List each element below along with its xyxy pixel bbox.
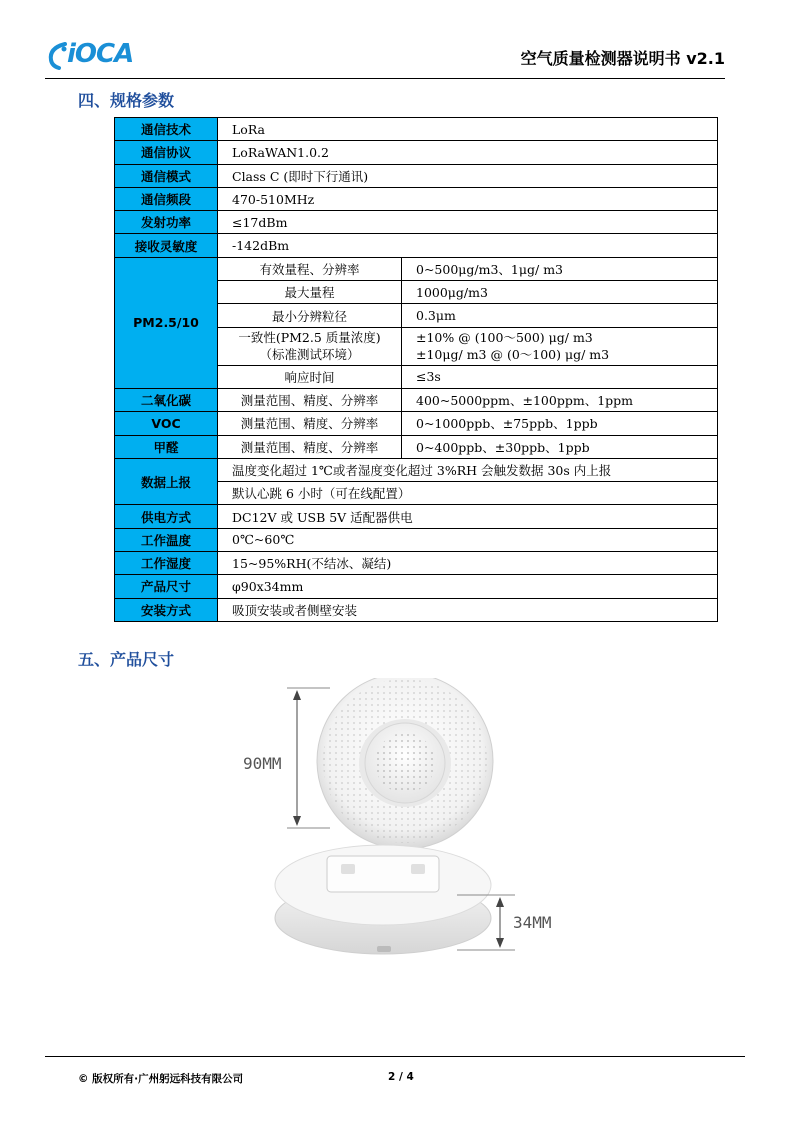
sub-label: 最小分辨粒径 (218, 304, 402, 327)
row-value (402, 327, 718, 365)
table-row (115, 118, 718, 141)
sub-label: 最大量程 (218, 281, 402, 304)
consistency-label-line-2: （标准测试环境） (259, 347, 360, 363)
row-value: 1000μg/m3 (402, 281, 718, 304)
row-value: ≤17dBm (218, 211, 718, 234)
logo-text: iOCA (67, 39, 134, 69)
diameter-label: 90MM (243, 754, 282, 773)
header-divider (45, 78, 725, 79)
footer-copyright: © 版权所有·广州躬远科技有限公司 (78, 1073, 244, 1085)
table-row (115, 412, 718, 435)
table-row (115, 187, 718, 210)
document-title: 空气质量检测器说明书 v2.1 (520, 49, 725, 68)
row-value: LoRa (218, 118, 718, 141)
row-value: 15~95%RH(不结冰、凝结) (218, 552, 718, 575)
sub-label: 有效量程、分辨率 (218, 257, 402, 280)
row-value: 默认心跳 6 小时（可在线配置） (218, 482, 718, 505)
row-value: -142dBm (218, 234, 718, 257)
row-value: 吸顶安装或者侧壁安装 (218, 598, 718, 621)
spec-table (114, 117, 718, 622)
height-label: 34MM (513, 913, 552, 932)
table-row (115, 458, 718, 481)
row-label: 发射功率 (115, 211, 218, 234)
row-label: 供电方式 (115, 505, 218, 528)
section-title-size: 五、产品尺寸 (78, 650, 175, 669)
table-row (115, 528, 718, 551)
table-row (115, 164, 718, 187)
sub-label: 响应时间 (218, 365, 402, 388)
row-label: 工作湿度 (115, 552, 218, 575)
row-label: 安装方式 (115, 598, 218, 621)
row-label: 通信协议 (115, 141, 218, 164)
row-label: 通信频段 (115, 187, 218, 210)
row-label: PM2.5/10 (115, 257, 218, 388)
row-label: 甲醛 (115, 435, 218, 458)
row-value: 温度变化超过 1℃或者湿度变化超过 3%RH 会触发数据 30s 内上报 (218, 458, 718, 481)
row-label: 数据上报 (115, 458, 218, 505)
table-row (115, 388, 718, 411)
page-header (45, 38, 725, 78)
table-row (115, 575, 718, 598)
table-row (115, 435, 718, 458)
row-label: 产品尺寸 (115, 575, 218, 598)
consistency-value-line-2: ±10μg/ m3 @ (0～100) μg/ m3 (416, 347, 610, 363)
row-value: DC12V 或 USB 5V 适配器供电 (218, 505, 718, 528)
footer-page-number: 2 / 4 (388, 1071, 414, 1083)
row-value: 0~500μg/m3、1μg/ m3 (402, 257, 718, 280)
table-row (115, 211, 718, 234)
sub-label: 测量范围、精度、分辨率 (218, 435, 402, 458)
row-label: 工作温度 (115, 528, 218, 551)
table-row (115, 505, 718, 528)
row-value: ≤3s (402, 365, 718, 388)
row-value: 0~1000ppb、±75ppb、1ppb (402, 412, 718, 435)
sub-label: 测量范围、精度、分辨率 (218, 412, 402, 435)
sub-label: 测量范围、精度、分辨率 (218, 388, 402, 411)
product-top-view (317, 678, 493, 849)
table-row (115, 598, 718, 621)
table-row (115, 234, 718, 257)
row-label: 通信模式 (115, 164, 218, 187)
consistency-value-line-1: ±10% @ (100～500) μg/ m3 (416, 330, 593, 346)
row-label: 接收灵敏度 (115, 234, 218, 257)
footer-divider (45, 1056, 745, 1057)
product-dimension-figure (225, 678, 585, 958)
consistency-label-line-1: 一致性(PM2.5 质量浓度) (238, 330, 381, 346)
section-title-specs: 四、规格参数 (78, 91, 175, 110)
row-value: 0.3μm (402, 304, 718, 327)
sub-label (218, 327, 402, 365)
table-row (115, 257, 718, 280)
product-drawing (225, 678, 585, 958)
table-row (115, 141, 718, 164)
row-value: 470-510MHz (218, 187, 718, 210)
row-value: 0℃~60℃ (218, 528, 718, 551)
row-value: 400~5000ppm、±100ppm、1ppm (402, 388, 718, 411)
company-logo (45, 38, 165, 72)
row-label: VOC (115, 412, 218, 435)
row-value: φ90x34mm (218, 575, 718, 598)
row-value: Class C (即时下行通讯) (218, 164, 718, 187)
row-value: 0~400ppb、±30ppb、1ppb (402, 435, 718, 458)
row-label: 通信技术 (115, 118, 218, 141)
table-row (115, 552, 718, 575)
product-side-view (275, 845, 491, 954)
logo-swoosh-icon (45, 38, 69, 72)
row-label: 二氧化碳 (115, 388, 218, 411)
row-value: LoRaWAN1.0.2 (218, 141, 718, 164)
